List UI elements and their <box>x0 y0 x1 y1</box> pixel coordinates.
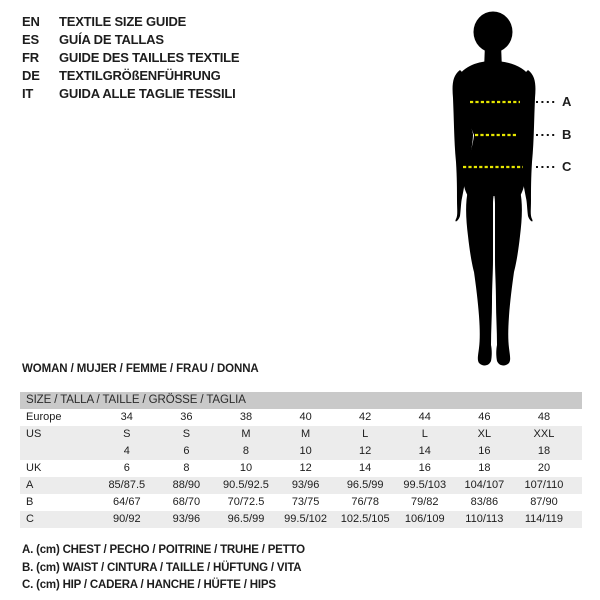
row-label: UK <box>26 462 42 474</box>
size-cell: 90.5/92.5 <box>223 479 269 491</box>
row-label: C <box>26 513 34 525</box>
size-cell: 48 <box>537 411 551 423</box>
size-cell: 42 <box>359 411 372 423</box>
size-cell: XL <box>477 428 492 440</box>
language-code: DE <box>22 68 40 83</box>
language-row <box>22 49 239 67</box>
size-cell: 114/119 <box>524 513 564 525</box>
size-cell: 20 <box>537 462 551 474</box>
language-list <box>22 13 239 103</box>
size-cell: 12 <box>359 445 372 457</box>
size-cell: L <box>362 428 369 440</box>
size-cell: XXL <box>533 428 555 440</box>
size-cell: 79/82 <box>411 496 439 508</box>
size-cell: 4 <box>123 445 130 457</box>
measure-label-c: C <box>562 159 572 174</box>
size-cell: 107/110 <box>524 479 564 491</box>
language-title: TEXTILE SIZE GUIDE <box>59 14 187 29</box>
silhouette-shapes <box>453 12 536 366</box>
size-cell: 8 <box>242 445 250 457</box>
size-cell: 6 <box>123 462 130 474</box>
language-row <box>22 13 239 31</box>
language-title: GUÍA DE TALLAS <box>59 32 164 47</box>
table-row-europe <box>20 409 582 426</box>
language-code: IT <box>22 86 34 101</box>
size-cell: 90/92 <box>113 513 141 525</box>
size-cell: M <box>241 428 251 440</box>
size-cell: 83/86 <box>470 496 499 508</box>
legend-line-hip: C. (cm) HIP / CADERA / HANCHE / HÜFTE / HIPS <box>22 579 276 591</box>
legend-line-chest: A. (cm) CHEST / PECHO / POITRINE / TRUHE / PETTO <box>22 544 305 556</box>
language-code: FR <box>22 50 39 65</box>
size-cell: 93/96 <box>172 513 201 525</box>
size-table <box>20 392 582 528</box>
legs-shape <box>466 190 522 365</box>
size-cell: 38 <box>239 411 253 423</box>
size-cell: 6 <box>183 445 190 457</box>
row-label: A <box>26 479 34 491</box>
language-title: GUIDA ALLE TAGLIE TESSILI <box>59 86 236 101</box>
size-cell: 44 <box>418 411 431 423</box>
table-row-hip <box>20 511 582 528</box>
table-header: SIZE / TALLA / TAILLE / GRÖSSE / TAGLIA <box>20 392 582 409</box>
size-cell: 10 <box>299 445 312 457</box>
size-cell: 12 <box>299 462 312 474</box>
size-cell: 76/78 <box>351 496 379 508</box>
gender-heading: WOMAN / MUJER / FEMME / FRAU / DONNA <box>22 363 259 375</box>
size-cell: 64/67 <box>113 496 141 508</box>
row-label: Europe <box>26 411 62 423</box>
measure-label-a: A <box>562 94 572 109</box>
size-cell: S <box>123 428 131 440</box>
table-row-us-letters <box>20 426 582 443</box>
language-row <box>22 85 239 103</box>
size-cell: 40 <box>299 411 312 423</box>
size-cell: 88/90 <box>172 479 201 491</box>
size-cell: 10 <box>239 462 253 474</box>
size-cell: 96.5/99 <box>227 513 265 525</box>
size-cell: 18 <box>537 445 551 457</box>
language-row <box>22 31 239 49</box>
size-cell: 104/107 <box>464 479 505 491</box>
size-cell: 99.5/103 <box>403 479 447 491</box>
table-row-uk <box>20 460 582 477</box>
size-cell: 16 <box>418 462 431 474</box>
size-cell: 85/87.5 <box>108 479 146 491</box>
language-code: ES <box>22 32 39 47</box>
table-row-chest <box>20 477 582 494</box>
size-cell: 96.5/99 <box>346 479 384 491</box>
row-label <box>20 443 97 460</box>
measure-legend <box>22 542 305 595</box>
size-cell: 14 <box>418 445 431 457</box>
language-code: EN <box>22 14 40 29</box>
size-cell: 73/75 <box>291 496 320 508</box>
size-cell: 8 <box>183 462 190 474</box>
size-cell: 106/109 <box>404 513 445 525</box>
size-cell: 93/96 <box>291 479 320 491</box>
size-cell: 70/72.5 <box>227 496 265 508</box>
legend-line-waist: B. (cm) WAIST / CINTURA / TAILLE / HÜFTUNG / VITA <box>22 561 302 574</box>
language-row <box>22 67 239 85</box>
language-title: TEXTILGRÖßENFÜHRUNG <box>59 68 221 83</box>
size-cell: 14 <box>359 462 372 474</box>
measure-label-b: B <box>562 127 572 142</box>
size-cell: 18 <box>478 462 491 474</box>
size-cell: 46 <box>478 411 491 423</box>
row-label: US <box>26 428 42 440</box>
size-cell: S <box>182 428 191 440</box>
size-cell: 34 <box>120 411 133 423</box>
table-row-us-numbers <box>20 443 582 460</box>
size-cell: 102.5/105 <box>340 513 390 525</box>
size-cell: L <box>421 428 428 440</box>
table-row-waist <box>20 494 582 511</box>
woman-silhouette <box>434 4 558 372</box>
size-cell: 110/113 <box>465 513 504 525</box>
size-cell: 36 <box>180 411 193 423</box>
row-label: B <box>26 496 34 508</box>
language-title: GUIDE DES TAILLES TEXTILE <box>59 50 240 65</box>
size-cell: 87/90 <box>530 496 558 508</box>
leader-lines <box>536 102 556 167</box>
size-cell: 99.5/102 <box>284 513 327 525</box>
size-cell: 68/70 <box>172 496 201 508</box>
size-cell: 16 <box>478 445 491 457</box>
size-cell: M <box>300 428 311 440</box>
